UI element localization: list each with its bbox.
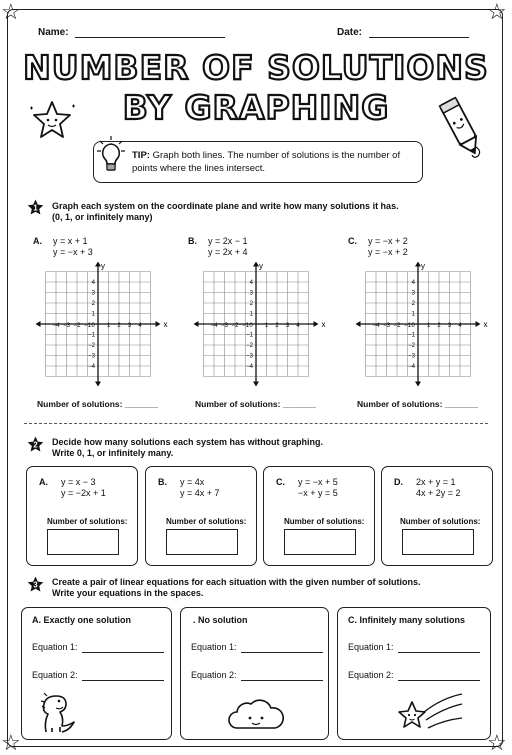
tip-label: TIP: bbox=[132, 150, 150, 161]
y-tick-label: −2 bbox=[408, 343, 415, 349]
section-3-instruction bbox=[52, 577, 497, 599]
answer-box[interactable] bbox=[402, 529, 474, 555]
section-2-instruction-line2: Write 0, 1, or infinitely many. bbox=[52, 448, 174, 458]
problem-letter: C. bbox=[276, 477, 285, 487]
x-tick-label: 2 bbox=[117, 323, 121, 329]
x-tick-label: −4 bbox=[210, 323, 218, 329]
problem-letter: B. bbox=[188, 236, 197, 246]
graph-problem-c bbox=[348, 236, 408, 258]
section-1-number: 1 bbox=[33, 203, 38, 213]
y-tick-label: −2 bbox=[88, 343, 95, 349]
answer-box[interactable] bbox=[284, 529, 356, 555]
name-field[interactable] bbox=[75, 37, 225, 38]
problem-letter: C. bbox=[348, 236, 357, 246]
section-2-instruction-line1: Decide how many solutions each system has without graphing. bbox=[52, 437, 324, 447]
card-title: C. Infinitely many solutions bbox=[348, 615, 466, 625]
y-tick-label: 4 bbox=[411, 280, 415, 286]
section-1-instruction bbox=[52, 201, 492, 223]
y-tick-label: −1 bbox=[246, 332, 253, 339]
create-card-a bbox=[21, 607, 172, 740]
system-card-c bbox=[263, 466, 375, 566]
graph-problem-b bbox=[188, 236, 248, 258]
cloud-icon bbox=[225, 696, 287, 734]
section-3-instruction-line1: Create a pair of linear equations for each situation with the given number of solutions. bbox=[52, 577, 421, 587]
section-2-number: 2 bbox=[33, 440, 38, 450]
x-tick-label: −3 bbox=[63, 323, 70, 329]
x-tick-label: 3 bbox=[127, 323, 132, 329]
y-tick-label: −2 bbox=[246, 343, 253, 349]
y-tick-label: 2 bbox=[91, 301, 95, 307]
coordinate-grid-c[interactable] bbox=[350, 262, 490, 392]
x-tick-label: 2 bbox=[275, 323, 279, 329]
card-title: A. Exactly one solution bbox=[32, 615, 132, 625]
date-row bbox=[337, 27, 469, 38]
equation-2-label: Equation 2: bbox=[191, 670, 237, 680]
section-divider bbox=[24, 423, 488, 424]
x-tick-label: 0 bbox=[91, 323, 95, 329]
y-tick-label: 2 bbox=[411, 301, 415, 307]
tip-text: Graph both lines. The number of solutions is the number of points where the lines intersect. bbox=[132, 150, 401, 174]
shooting-star-icon bbox=[394, 690, 466, 736]
tip-box bbox=[93, 141, 423, 183]
x-tick-label: 4 bbox=[458, 323, 462, 329]
coordinate-grid-b[interactable] bbox=[188, 262, 328, 392]
problem-letter: B. bbox=[158, 477, 167, 487]
card-title: . No solution bbox=[193, 615, 248, 625]
star-icon: ☆ bbox=[487, 730, 507, 755]
y-tick-label: −3 bbox=[246, 353, 253, 360]
page-title-line2: BY GRAPHING bbox=[122, 88, 390, 127]
section-1-instruction-line1: Graph each system on the coordinate plane and write how many solutions it has. bbox=[52, 201, 399, 211]
x-tick-label: −4 bbox=[52, 323, 60, 329]
y-tick-label: 4 bbox=[249, 280, 253, 286]
y-tick-label: −1 bbox=[88, 332, 95, 339]
problem-letter: A. bbox=[33, 236, 42, 246]
equation-2-field[interactable] bbox=[241, 680, 323, 681]
graph-answer-c[interactable]: Number of solutions: _______ bbox=[357, 399, 478, 409]
system-card-d bbox=[381, 466, 493, 566]
equation-1: 2x + y = 1 bbox=[416, 477, 456, 487]
x-tick-label: −3 bbox=[383, 323, 390, 329]
equation-2-label: Equation 2: bbox=[348, 670, 394, 680]
x-tick-label: −1 bbox=[84, 323, 91, 329]
name-label: Name: bbox=[38, 27, 69, 38]
y-axis-label: y bbox=[259, 262, 263, 271]
x-tick-label: 3 bbox=[285, 323, 290, 329]
x-tick-label: 2 bbox=[437, 323, 441, 329]
graph-problem-a bbox=[33, 236, 93, 258]
date-field[interactable] bbox=[369, 37, 469, 38]
y-tick-label: 1 bbox=[91, 311, 95, 318]
pencil-icon bbox=[432, 92, 492, 162]
y-axis-label: y bbox=[101, 262, 105, 271]
equation-1: y = x + 1 bbox=[53, 236, 88, 246]
equation-2: y = 4x + 7 bbox=[180, 488, 220, 498]
section-3-badge bbox=[27, 576, 44, 593]
equation-2: y = −x + 2 bbox=[368, 247, 408, 257]
equation-1-field[interactable] bbox=[241, 652, 323, 653]
star-icon: ☆ bbox=[1, 0, 21, 24]
equation-2-label: Equation 2: bbox=[32, 670, 78, 680]
y-tick-label: −4 bbox=[408, 364, 415, 370]
y-tick-label: 1 bbox=[249, 311, 253, 318]
equation-2: y = −2x + 1 bbox=[61, 488, 106, 498]
x-tick-label: 0 bbox=[249, 323, 253, 329]
x-axis-label: x bbox=[483, 320, 488, 329]
equation-2: −x + y = 5 bbox=[298, 488, 338, 498]
section-1-instruction-line2: (0, 1, or infinitely many) bbox=[52, 212, 153, 222]
x-tick-label: −3 bbox=[221, 323, 228, 329]
solutions-label: Number of solutions: bbox=[400, 517, 481, 526]
star-icon: ☆ bbox=[487, 0, 507, 24]
y-axis-label: y bbox=[421, 262, 425, 271]
equation-1-label: Equation 1: bbox=[348, 642, 394, 652]
create-card-c bbox=[337, 607, 491, 740]
solutions-label: Number of solutions: bbox=[166, 517, 247, 526]
x-tick-label: 1 bbox=[426, 323, 431, 329]
date-label: Date: bbox=[337, 27, 363, 38]
y-tick-label: −4 bbox=[88, 364, 95, 370]
equation-1: y = −x + 2 bbox=[368, 236, 408, 246]
y-tick-label: −3 bbox=[88, 353, 95, 360]
y-tick-label: −3 bbox=[408, 353, 415, 360]
y-tick-label: 2 bbox=[249, 301, 253, 307]
x-tick-label: 3 bbox=[447, 323, 452, 329]
section-3-instruction-line2: Write your equations in the spaces. bbox=[52, 588, 204, 598]
equation-1-label: Equation 1: bbox=[191, 642, 237, 652]
equation-1-field[interactable] bbox=[82, 652, 164, 653]
lightbulb-icon bbox=[95, 134, 127, 178]
y-tick-label: 3 bbox=[249, 290, 253, 297]
equation-1-label: Equation 1: bbox=[32, 642, 78, 652]
equation-1: y = −x + 5 bbox=[298, 477, 338, 487]
x-tick-label: 4 bbox=[296, 323, 300, 329]
y-tick-label: 1 bbox=[411, 311, 415, 318]
x-tick-label: 4 bbox=[138, 323, 142, 329]
y-tick-label: 4 bbox=[91, 280, 95, 286]
x-tick-label: 1 bbox=[264, 323, 269, 329]
equation-1: y = x − 3 bbox=[61, 477, 96, 487]
x-tick-label: 0 bbox=[411, 323, 415, 329]
system-card-b bbox=[145, 466, 257, 566]
page-title-line1: NUMBER OF SOLUTIONS bbox=[23, 48, 489, 87]
section-3-number: 3 bbox=[33, 580, 38, 590]
dinosaur-icon bbox=[32, 688, 82, 736]
section-1-badge bbox=[27, 199, 44, 216]
x-tick-label: 1 bbox=[106, 323, 111, 329]
equation-2: y = 2x + 4 bbox=[208, 247, 248, 257]
answer-box[interactable] bbox=[47, 529, 119, 555]
section-2-badge bbox=[27, 436, 44, 453]
x-axis-label: x bbox=[321, 320, 326, 329]
x-tick-label: −2 bbox=[393, 323, 401, 329]
y-tick-label: −4 bbox=[246, 364, 253, 370]
equation-1: y = 4x bbox=[180, 477, 205, 487]
star-icon: ☆ bbox=[1, 730, 21, 755]
y-tick-label: 3 bbox=[411, 290, 415, 297]
equation-1: y = 2x − 1 bbox=[208, 236, 248, 246]
x-tick-label: −2 bbox=[73, 323, 81, 329]
name-row bbox=[38, 27, 225, 38]
equation-2-field[interactable] bbox=[398, 680, 480, 681]
y-tick-label: 3 bbox=[91, 290, 95, 297]
x-axis-label: x bbox=[163, 320, 168, 329]
solutions-label: Number of solutions: bbox=[284, 517, 365, 526]
graph-answer-a[interactable]: Number of solutions: _______ bbox=[37, 399, 158, 409]
solutions-label: Number of solutions: bbox=[47, 517, 128, 526]
x-tick-label: −1 bbox=[404, 323, 411, 329]
equation-2: y = −x + 3 bbox=[53, 247, 93, 257]
equation-2-field[interactable] bbox=[82, 680, 164, 681]
x-tick-label: −1 bbox=[242, 323, 249, 329]
problem-letter: D. bbox=[394, 477, 403, 487]
coordinate-grid-a[interactable] bbox=[30, 262, 170, 392]
star-icon bbox=[26, 98, 78, 142]
create-card-b bbox=[180, 607, 329, 740]
problem-letter: A. bbox=[39, 477, 48, 487]
equation-2: 4x + 2y = 2 bbox=[416, 488, 461, 498]
graph-answer-b[interactable]: Number of solutions: _______ bbox=[195, 399, 316, 409]
x-tick-label: −2 bbox=[231, 323, 239, 329]
system-card-a bbox=[26, 466, 138, 566]
section-2-instruction bbox=[52, 437, 492, 459]
x-tick-label: −4 bbox=[372, 323, 380, 329]
answer-box[interactable] bbox=[166, 529, 238, 555]
y-tick-label: −1 bbox=[408, 332, 415, 339]
equation-1-field[interactable] bbox=[398, 652, 480, 653]
